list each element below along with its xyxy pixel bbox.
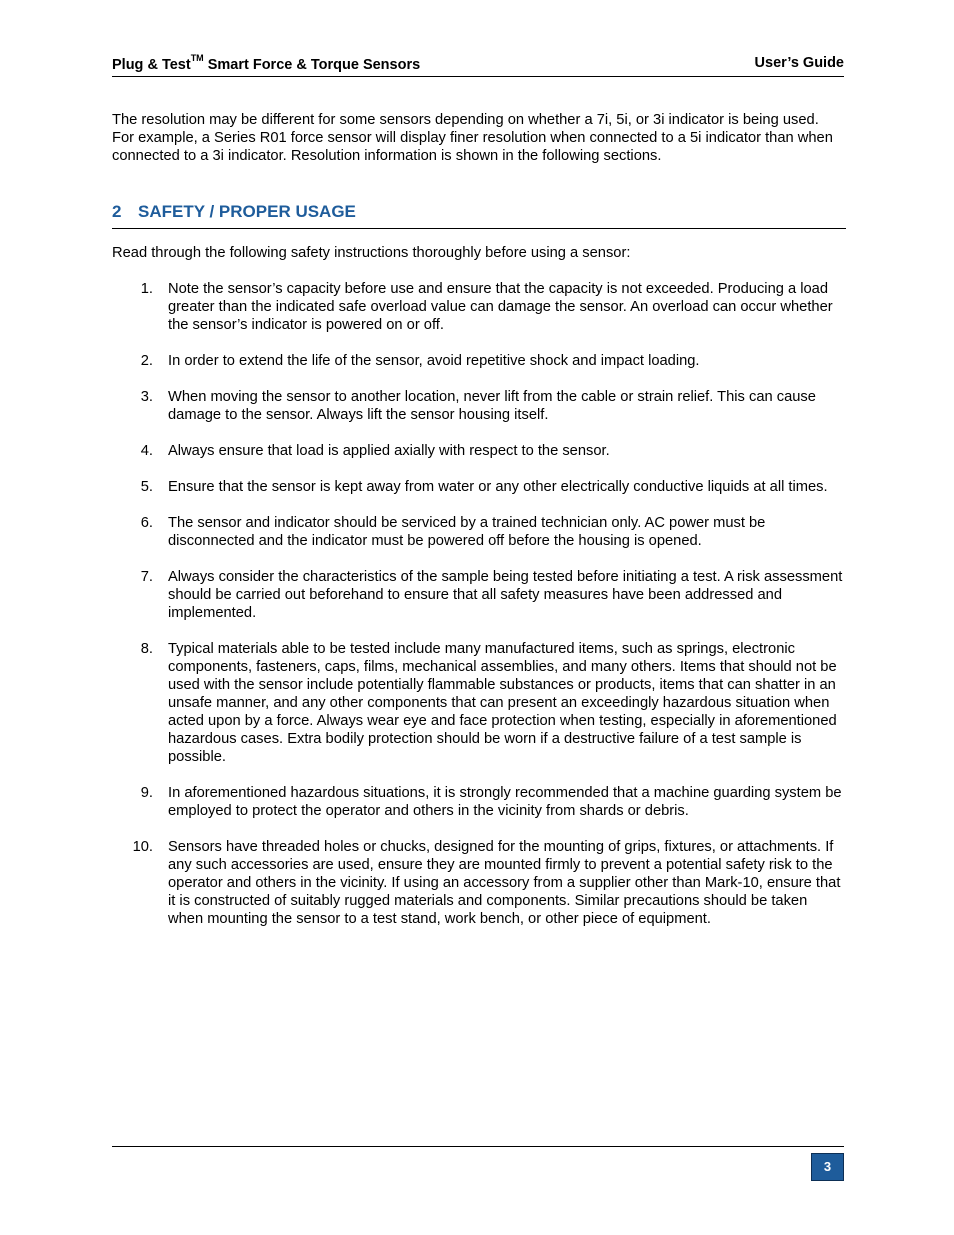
list-item-text: Note the sensor’s capacity before use and ensure that the capacity is not exceeded. Producing a load greater than the indicated safe overload value can damage the sensor. An overload can occur whether the sensor’s indicator is powered on or off. — [168, 281, 833, 333]
list-item-text: In order to extend the life of the sensor, avoid repetitive shock and impact loading. — [168, 353, 700, 369]
list-item-number: 1. — [140, 281, 153, 297]
header-product-rest: Smart Force & Torque Sensors — [203, 56, 421, 73]
header-product-name: Plug & Test — [112, 56, 191, 73]
page-header — [112, 52, 844, 77]
list-item-number: 3. — [140, 389, 153, 405]
list-item-number: 7. — [140, 569, 153, 585]
list-item-number: 5. — [140, 479, 153, 495]
list-item-text: Sensors have threaded holes or chucks, designed for the mounting of grips, fixtures, or attachments. If any such accessories are used, ensure they are mounted firmly to prevent a potential safety risk to the operator and others in the vicinity. If using an accessory from a supplier other than Mark-10, ensure that it is constructed of suitably rugged materials and components. Similar precautions should be taken when mounting the sensor to a test stand, work bench, or other piece of equipment. — [168, 839, 841, 927]
header-guide-label: User’s Guide — [754, 55, 844, 71]
section-number: 2 — [112, 202, 122, 221]
list-item-number: 8. — [140, 641, 153, 657]
list-item-number: 2. — [140, 353, 153, 369]
list-item — [112, 442, 844, 460]
header-product-title — [112, 55, 420, 73]
list-item — [112, 568, 844, 622]
list-item-number: 6. — [140, 515, 153, 531]
list-item-text: Typical materials able to be tested include many manufactured items, such as springs, electronic components, fasteners, caps, films, mechanical assemblies, and many others. Items that should not be used with the sensor include potentially flammable substances or products, items that can shatter in an unsafe manner, and any other components that can present an exceedingly hazardous situation when acted upon by a force. Always wear eye and face protection when testing, especially in aforementioned hazardous cases. Extra bodily protection should be worn if a destructive failure of a test sample is possible. — [168, 641, 837, 765]
list-item-number: 4. — [140, 443, 153, 459]
list-item-text: Always consider the characteristics of the sample being tested before initiating a test. A risk assessment should be carried out beforehand to ensure that all safety measures have been addressed and implemented. — [168, 569, 843, 621]
list-item-text: When moving the sensor to another location, never lift from the cable or strain relief. This can cause damage to the sensor. Always lift the sensor housing itself. — [168, 389, 816, 423]
list-item — [112, 640, 844, 766]
list-item — [112, 478, 844, 496]
section-heading — [112, 202, 846, 229]
section-title: SAFETY / PROPER USAGE — [138, 202, 356, 221]
list-item-number: 9. — [140, 785, 153, 801]
list-item — [112, 352, 844, 370]
footer-rule — [112, 1146, 844, 1147]
safety-instructions-list — [112, 280, 844, 946]
page-number: 3 — [811, 1153, 844, 1181]
list-item-number: 10. — [132, 839, 153, 855]
list-item-text: The sensor and indicator should be serviced by a trained technician only. AC power must be disconnected and the indicator must be powered off before the housing is opened. — [168, 515, 766, 549]
list-item — [112, 514, 844, 550]
list-item — [112, 784, 844, 820]
trademark-superscript: TM — [190, 53, 204, 63]
list-item-text: Ensure that the sensor is kept away from water or any other electrically conductive liquids at all times. — [168, 479, 828, 495]
list-item — [112, 280, 844, 334]
intro-paragraph: The resolution may be different for some sensors depending on whether a 7i, 5i, or 3i indicator is being used. For example, a Series R01 force sensor will display finer resolution when connected to a 5i indicator than when connected to a 3i indicator. Resolution information is shown in the following sections. — [112, 112, 833, 164]
list-item — [112, 838, 844, 928]
list-item-text: In aforementioned hazardous situations, it is strongly recommended that a machine guarding system be employed to protect the operator and others in the vicinity from shards or debris. — [168, 785, 842, 819]
lead-paragraph: Read through the following safety instructions thoroughly before using a sensor: — [112, 245, 631, 261]
list-item — [112, 388, 844, 424]
list-item-text: Always ensure that load is applied axially with respect to the sensor. — [168, 443, 610, 459]
